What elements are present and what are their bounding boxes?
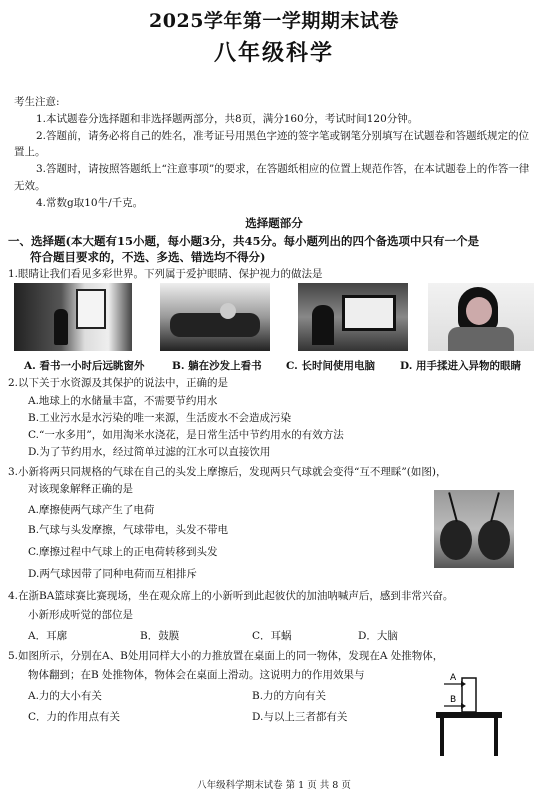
question-1-images <box>14 283 534 353</box>
question-1-option-a: A. 看书一小时后远眺窗外 <box>24 360 145 372</box>
section-title: 选择题部分 <box>245 216 303 230</box>
notice-heading: 考生注意: <box>14 96 60 108</box>
question-1-stem: 1.眼睛让我们看见多彩世界。下列属于爱护眼睛、保护视力的做法是 <box>8 268 323 280</box>
question-5-stem: 5.如图所示，分别在A、B处用同样大小的力推放置在桌面上的同一物体，发现在A 处推物体， <box>8 650 444 662</box>
question-4-stem-cont: 小新形成听觉的部位是 <box>28 609 133 621</box>
question-4-option-a: A．耳廓 <box>28 630 68 642</box>
notice-item: 2.答题前，请务必将自己的姓名，准考证号用黑色字迹的签字笔或钢笔分别填写在试题卷和答题纸规定的位置上。 <box>14 129 530 159</box>
question-1-option-c: C. 长时间使用电脑 <box>286 360 375 372</box>
question-2-option-a: A.地球上的水储量丰富，不需要节约用水 <box>28 395 218 407</box>
page-footer: 八年级科学期末试卷 第 1 页 共 8 页 <box>197 780 351 791</box>
question-2-stem: 2.以下关于水资源及其保护的说法中，正确的是 <box>8 377 229 389</box>
question-3-option-b: B.气球与头发摩擦，气球带电，头发不带电 <box>28 524 229 536</box>
table-leg-left <box>440 718 444 756</box>
question-1-option-d: D. 用手揉进入异物的眼睛 <box>400 360 522 372</box>
force-arrow-b-head <box>461 703 466 709</box>
notice-item: 1.本试题卷分选择题和非选择题两部分，共8页，满分160分，考试时间120分钟。 <box>36 112 419 125</box>
force-arrow-a-head <box>461 681 466 687</box>
question-2-option-d: D.为了节约用水，经过简单过滤的江水可以直接饮用 <box>28 446 271 458</box>
question-2-option-c: C.“一水多用”，如用淘米水浇花，是日常生活中节约用水的有效方法 <box>28 429 344 441</box>
question-4-option-d: D．大脑 <box>358 630 398 642</box>
photo-sofa-reading <box>160 283 270 351</box>
question-2-option-b: B.工业污水是水污染的唯一来源，生活废水不会造成污染 <box>28 412 292 424</box>
exam-subject: 八年级科学 <box>213 40 334 66</box>
notice-item: 4.常数g取10牛/千克。 <box>36 196 144 209</box>
question-5-option-c: C．力的作用点有关 <box>28 711 121 723</box>
question-3-option-a: A.摩擦使两气球产生了电荷 <box>28 504 155 516</box>
question-4-stem: 4.在浙BA篮球赛比赛现场，坐在观众席上的小新听到此起彼伏的加油呐喊声后，感到非常兴奋。 <box>8 590 454 602</box>
part-heading: 一、选择题(本大题有15小题，每小题3分，共45分。每小题列出的四个备选项中只有一个是 <box>8 234 479 248</box>
table-leg-right <box>494 718 498 756</box>
label-b: B <box>450 695 457 705</box>
question-5-option-b: B.力的方向有关 <box>252 690 327 702</box>
photo-window-view <box>14 283 132 351</box>
part-heading-cont: 符合题目要求的，不选、多选、错选均不得分) <box>30 250 266 264</box>
question-5-option-d: D.与以上三者都有关 <box>252 711 348 723</box>
question-5-option-a: A.力的大小有关 <box>28 690 102 702</box>
question-3-stem: 3.小新将两只同规格的气球在自己的头发上摩擦后，发现两只气球就会变得“互不理睬”(如图)， <box>8 466 447 478</box>
notice-block <box>14 94 534 212</box>
label-a: A <box>450 673 457 683</box>
photo-computer-use <box>298 283 408 351</box>
question-3-stem-cont: 对该现象解释正确的是 <box>28 483 133 495</box>
balloon-figure <box>434 490 514 568</box>
photo-rubbing-eye <box>428 283 534 351</box>
question-3-option-d: D.两气球因带了同种电荷而互相排斥 <box>28 568 197 580</box>
table-top <box>436 712 502 718</box>
question-1-option-b: B. 躺在沙发上看书 <box>172 360 262 372</box>
question-3-option-c: C.摩擦过程中气球上的正电荷转移到头发 <box>28 546 218 558</box>
exam-title: 2025学年第一学期期末试卷 <box>149 10 399 32</box>
question-5-stem-cont: 物体翻到；在B 处推物体，物体会在桌面上滑动。这说明力的作用效果与 <box>28 669 365 681</box>
notice-item: 3.答题时，请按照答题纸上“注意事项”的要求，在答题纸相应的位置上规范作答，在本试题卷上的作答一律无效。 <box>14 163 530 192</box>
table-force-diagram <box>430 668 510 760</box>
question-4-option-c: C．耳蜗 <box>252 630 292 642</box>
question-4-option-b: B．鼓膜 <box>140 630 180 642</box>
